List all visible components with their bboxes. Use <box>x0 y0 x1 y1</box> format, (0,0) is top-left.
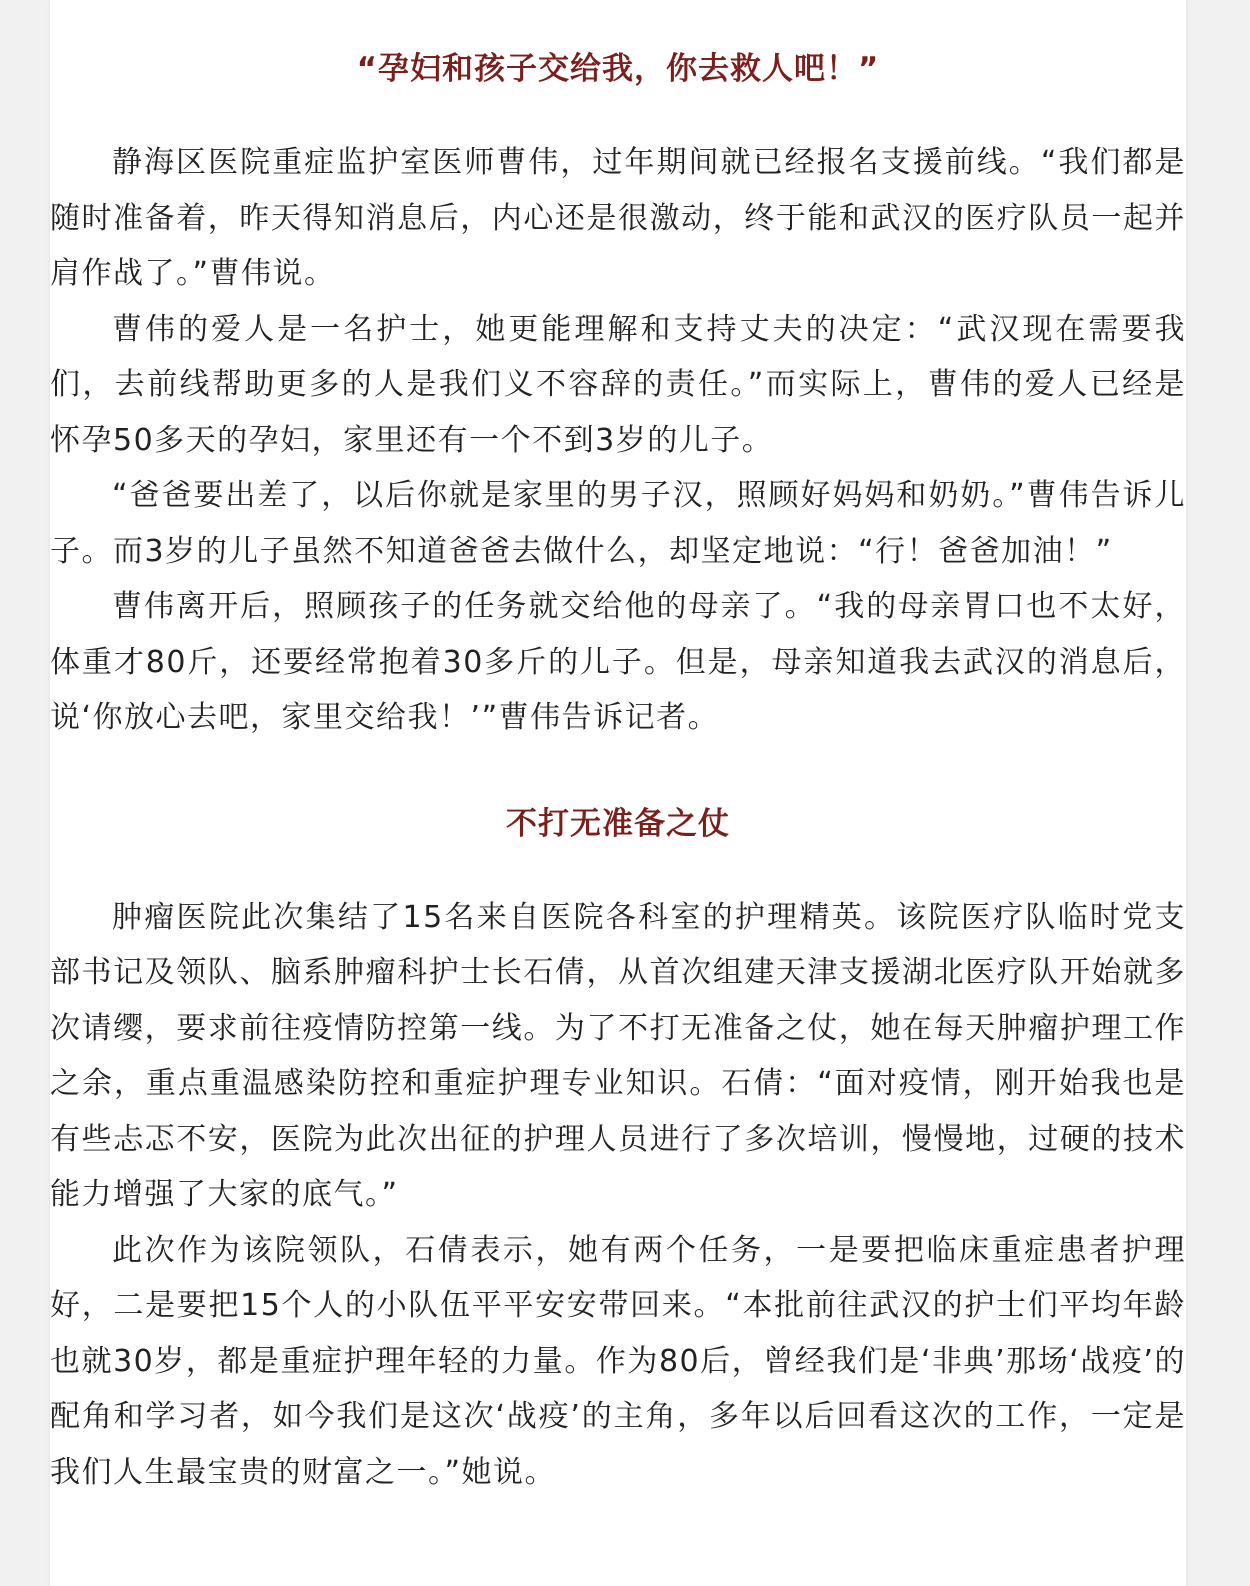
paragraph: 曹伟的爱人是一名护士，她更能理解和支持丈夫的决定：“武汉现在需要我们，去前线帮助更多的人是我们义不容辞的责任。”而实际上，曹伟的爱人已经是怀孕50多天的孕妇，家里还有一个不到3岁的儿子。 <box>50 311 1186 458</box>
paragraph: 此次作为该院领队，石倩表示，她有两个任务，一是要把临床重症患者护理好，二是要把15个人的小队伍平平安安带回来。“本批前往武汉的护士们平均年龄也就30岁，都是重症护理年轻的力量。作为80后，曾经我们是‘非典’那场‘战疫’的配角和学习者，如今我们是这次‘战疫’的主角，多年以后回看这次的工作，一定是我们人生最宝贵的财富之一。”她说。 <box>50 1232 1186 1490</box>
paragraph: 肿瘤医院此次集结了15名来自医院各科室的护理精英。该院医疗队临时党支部书记及领队、脑系肿瘤科护士长石倩，从首次组建天津支援湖北医疗队开始就多次请缨，要求前往疫情防控第一线。为了不打无准备之仗，她在每天肿瘤护理工作之余，重点重温感染防控和重症护理专业知识。石倩：“面对疫情，刚开始我也是有些忐忑不安，医院为此次出征的护理人员进行了多次培训，慢慢地，过硬的技术能力增强了大家的底气。” <box>50 899 1186 1212</box>
section-body <box>50 890 1186 1501</box>
paragraph: “爸爸要出差了，以后你就是家里的男子汉，照顾好妈妈和奶奶。”曹伟告诉儿子。而3岁的儿子虽然不知道爸爸去做什么，却坚定地说：“行！爸爸加油！” <box>50 478 1186 569</box>
article-page <box>50 0 1186 1586</box>
section-heading: “孕妇和孩子交给我，你去救人吧！” <box>356 51 880 87</box>
article-content <box>50 0 1186 1500</box>
section-body <box>50 135 1186 746</box>
section-heading: 不打无准备之仗 <box>506 805 730 842</box>
paragraph: 静海区医院重症监护室医师曹伟，过年期间就已经报名支援前线。“我们都是随时准备着，昨天得知消息后，内心还是很激动，终于能和武汉的医疗队员一起并肩作战了。”曹伟说。 <box>50 145 1186 291</box>
paragraph: 曹伟离开后，照顾孩子的任务就交给他的母亲了。“我的母亲胃口也不太好，体重才80斤，还要经常抱着30多斤的儿子。但是，母亲知道我去武汉的消息后，说‘你放心去吧，家里交给我！’”曹伟告诉记者。 <box>50 589 1186 735</box>
